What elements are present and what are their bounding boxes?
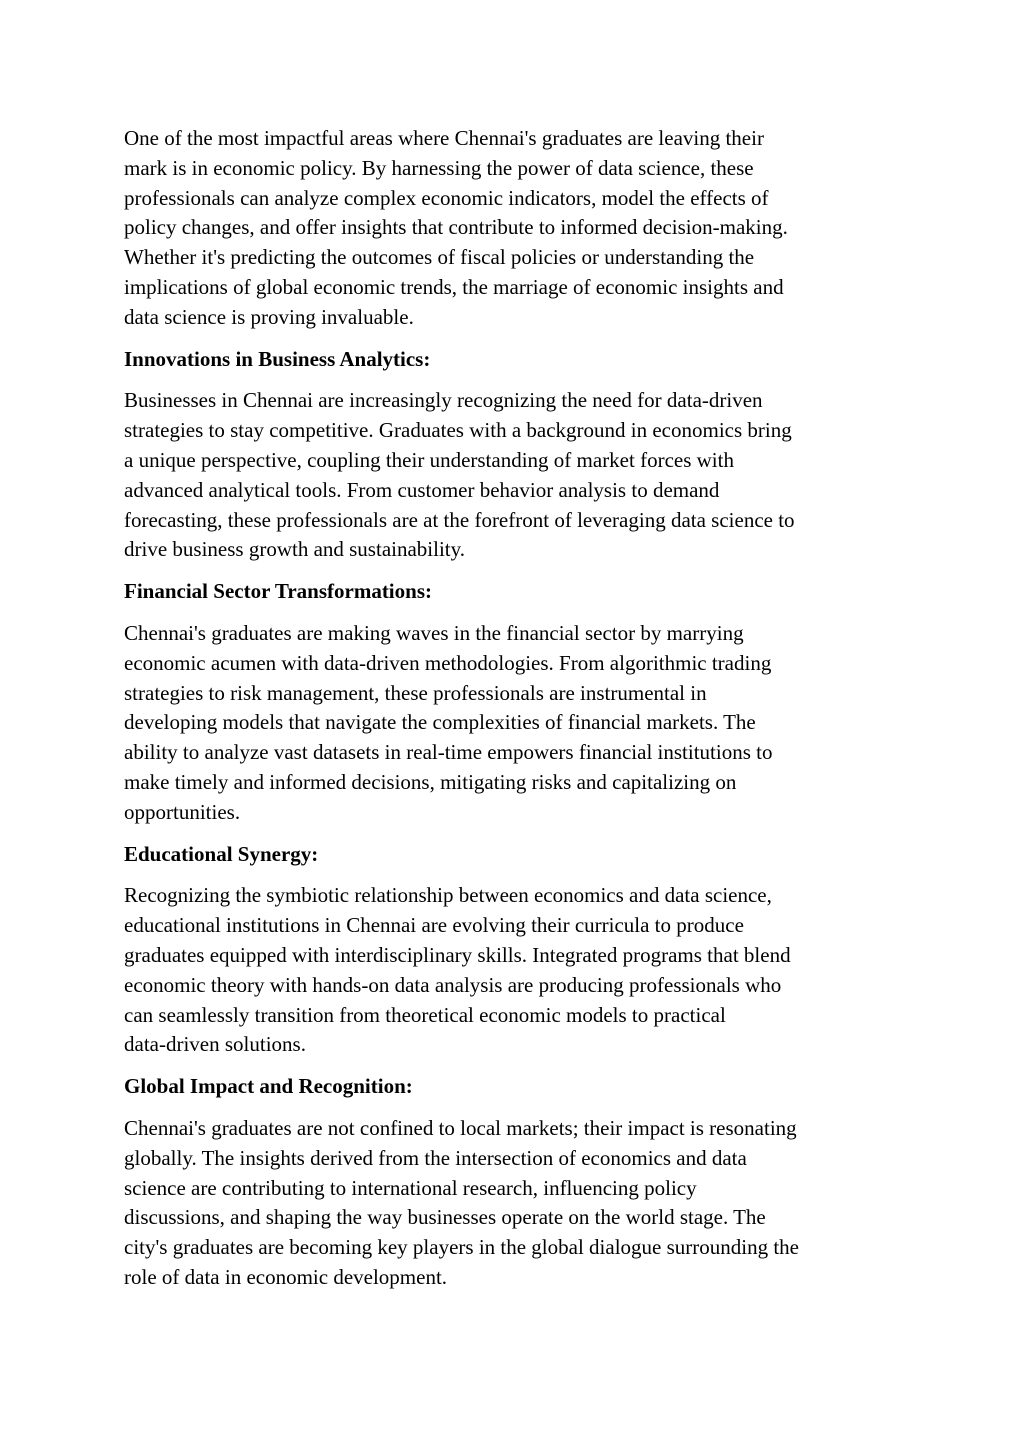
section-heading-business-analytics: Innovations in Business Analytics:	[124, 346, 431, 371]
section-body-educational-synergy: Recognizing the symbiotic relationship between economics and data science, educational institutions in Chennai are evolving their curricula to produce graduates equipped with interdisciplinary skills. Integrated programs that blend economic theory with hands-on data analysis are producing professionals who can seamlessly transition from theoretical economic models to practical data-driven solutions.	[124, 883, 791, 1057]
document-page	[124, 124, 914, 1305]
section-body-financial-sector: Chennai's graduates are making waves in the financial sector by marrying economic acumen with data-driven methodologies. From algorithmic trading strategies to risk management, these professionals are instrumental in developing models that navigate the complexities of financial markets. The ability to analyze vast datasets in real-time empowers financial institutions to make timely and informed decisions, mitigating risks and capitalizing on opportunities.	[124, 620, 773, 824]
intro-paragraph: One of the most impactful areas where Chennai's graduates are leaving their mark is in economic policy. By harnessing the power of data science, these professionals can analyze complex economic indicators, model the effects of policy changes, and offer insights that contribute to informed decision-making. Whether it's predicting the outcomes of fiscal policies or understanding the implications of global economic trends, the marriage of economic insights and data science is proving invaluable.	[124, 126, 788, 329]
section-body-business-analytics: Businesses in Chennai are increasingly recognizing the need for data-driven strategies to stay competitive. Graduates with a background in economics bring a unique perspective, coupling their understanding of market forces with advanced analytical tools. From customer behavior analysis to demand forecasting, these professionals are at the forefront of leveraging data science to drive business growth and sustainability.	[124, 388, 795, 562]
section-body-global-impact: Chennai's graduates are not confined to local markets; their impact is resonating globally. The insights derived from the intersection of economics and data science are contributing to international research, influencing policy discussions, and shaping the way businesses operate on the world stage. The city's graduates are becoming key players in the global dialogue surrounding the role of data in economic development.	[124, 1115, 800, 1289]
section-heading-financial-sector: Financial Sector Transformations:	[124, 579, 432, 604]
section-heading-global-impact: Global Impact and Recognition:	[124, 1074, 413, 1099]
section-heading-educational-synergy: Educational Synergy:	[124, 841, 319, 866]
